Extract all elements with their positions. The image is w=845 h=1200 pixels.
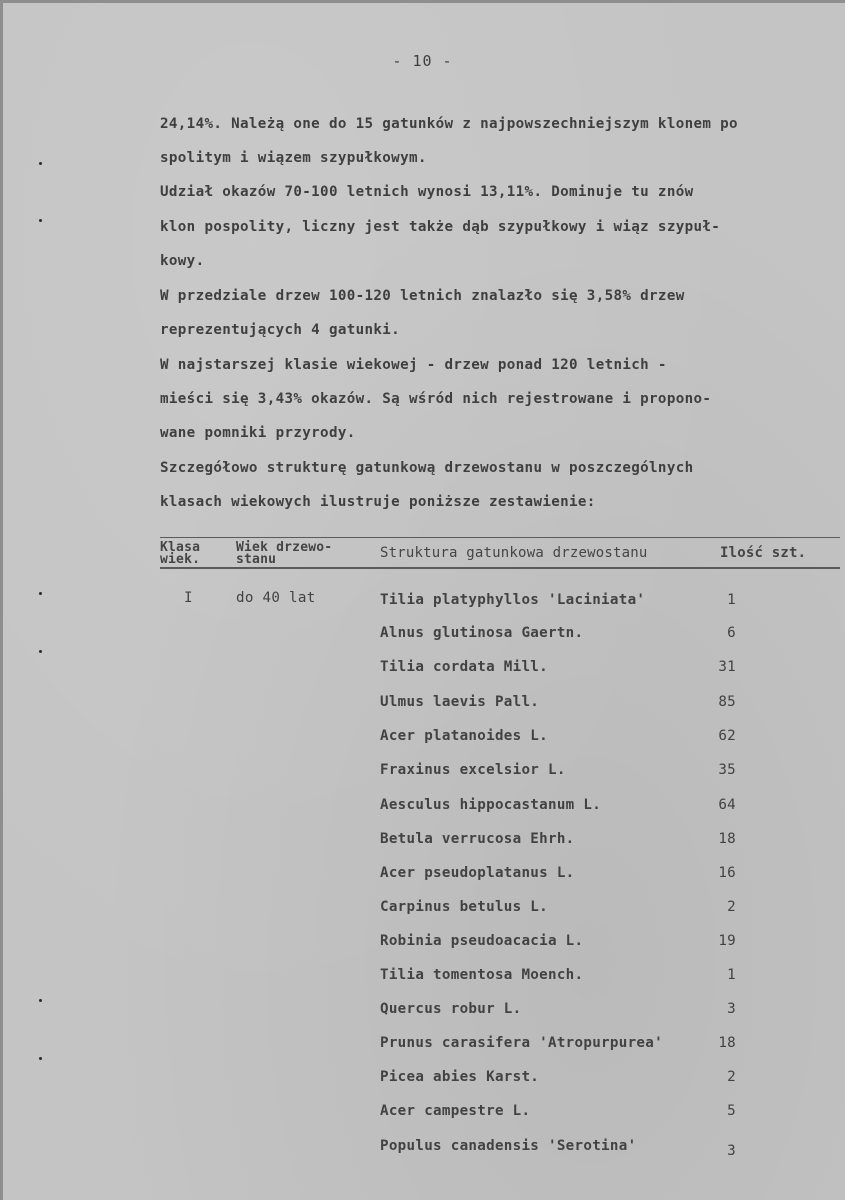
count-cell: 1 — [727, 967, 736, 983]
margin-dot — [39, 999, 42, 1002]
count-cell: 19 — [718, 933, 736, 949]
count-cell: 2 — [727, 899, 736, 915]
header-ilosc: Ilość szt. — [720, 545, 807, 561]
species-cell: Acer campestre L. — [380, 1103, 531, 1119]
species-cell: Fraxinus excelsior L. — [380, 762, 566, 778]
count-cell: 2 — [727, 1069, 736, 1085]
header-struktura: Struktura gatunkowa drzewostanu — [380, 545, 648, 561]
header-klasa-line2: wiek. — [160, 552, 201, 567]
species-cell: Tilia platyphyllos 'Laciniata' — [380, 592, 646, 608]
age-cell: do 40 lat — [236, 590, 316, 606]
count-cell: 85 — [718, 694, 736, 710]
paragraph-line: Szczegółowo strukturę gatunkową drzewostanu w poszczególnych — [160, 460, 694, 476]
margin-dot — [39, 1057, 42, 1060]
count-cell: 35 — [718, 762, 736, 778]
species-cell: Ulmus laevis Pall. — [380, 694, 540, 710]
species-cell: Acer pseudoplatanus L. — [380, 865, 575, 881]
paragraph-line: Udział okazów 70-100 letnich wynosi 13,11%. Dominuje tu znów — [160, 184, 694, 200]
paragraph-line: klasach wiekowych ilustruje poniższe zestawienie: — [160, 494, 596, 510]
count-cell: 64 — [718, 797, 736, 813]
table-top-rule — [160, 537, 840, 538]
count-cell: 31 — [718, 659, 736, 675]
paragraph-line: reprezentujących 4 gatunki. — [160, 322, 401, 338]
table-header-rule — [160, 567, 840, 569]
margin-dot — [39, 650, 42, 653]
class-cell: I — [184, 590, 193, 606]
margin-dot — [39, 592, 42, 595]
header-wiek-line2: stanu — [236, 552, 277, 567]
page-number: - 10 - — [392, 52, 453, 70]
species-cell: Prunus carasifera 'Atropurpurea' — [380, 1035, 663, 1051]
scan-edge-left — [0, 0, 3, 1200]
count-cell: 1 — [727, 592, 736, 608]
paragraph-line: spolitym i wiązem szypułkowym. — [160, 150, 427, 166]
species-cell: Aesculus hippocastanum L. — [380, 797, 602, 813]
paragraph-line: wane pomniki przyrody. — [160, 425, 356, 441]
count-cell: 16 — [718, 865, 736, 881]
count-cell: 3 — [727, 1143, 736, 1159]
margin-dot — [39, 219, 42, 222]
header-klasa-line1: Klasa — [160, 540, 201, 555]
species-cell: Tilia tomentosa Moench. — [380, 967, 584, 983]
species-cell: Robinia pseudoacacia L. — [380, 933, 584, 949]
count-cell: 5 — [727, 1103, 736, 1119]
paragraph-line: klon pospolity, liczny jest także dąb szypułkowy i wiąz szypuł- — [160, 219, 721, 235]
count-cell: 3 — [727, 1001, 736, 1017]
species-cell: Alnus glutinosa Gaertn. — [380, 625, 584, 641]
scan-edge-top — [0, 0, 845, 3]
paragraph-line: W najstarszej klasie wiekowej - drzew ponad 120 letnich - — [160, 357, 667, 373]
species-cell: Carpinus betulus L. — [380, 899, 548, 915]
count-cell: 18 — [718, 1035, 736, 1051]
margin-dot — [39, 162, 42, 165]
species-cell: Quercus robur L. — [380, 1001, 522, 1017]
paragraph-line: kowy. — [160, 253, 205, 269]
species-cell: Tilia cordata Mill. — [380, 659, 548, 675]
species-cell: Picea abies Karst. — [380, 1069, 540, 1085]
species-cell: Betula verrucosa Ehrh. — [380, 831, 575, 847]
paragraph-line: mieści się 3,43% okazów. Są wśród nich rejestrowane i propono- — [160, 391, 712, 407]
count-cell: 6 — [727, 625, 736, 641]
header-wiek-line1: Wiek drzewo- — [236, 540, 333, 555]
species-cell: Acer platanoides L. — [380, 728, 548, 744]
paragraph-line: W przedziale drzew 100-120 letnich znalazło się 3,58% drzew — [160, 288, 685, 304]
count-cell: 62 — [718, 728, 736, 744]
species-cell: Populus canadensis 'Serotina' — [380, 1138, 637, 1154]
paragraph-line: 24,14%. Należą one do 15 gatunków z najpowszechniejszym klonem po — [160, 116, 738, 132]
count-cell: 18 — [718, 831, 736, 847]
